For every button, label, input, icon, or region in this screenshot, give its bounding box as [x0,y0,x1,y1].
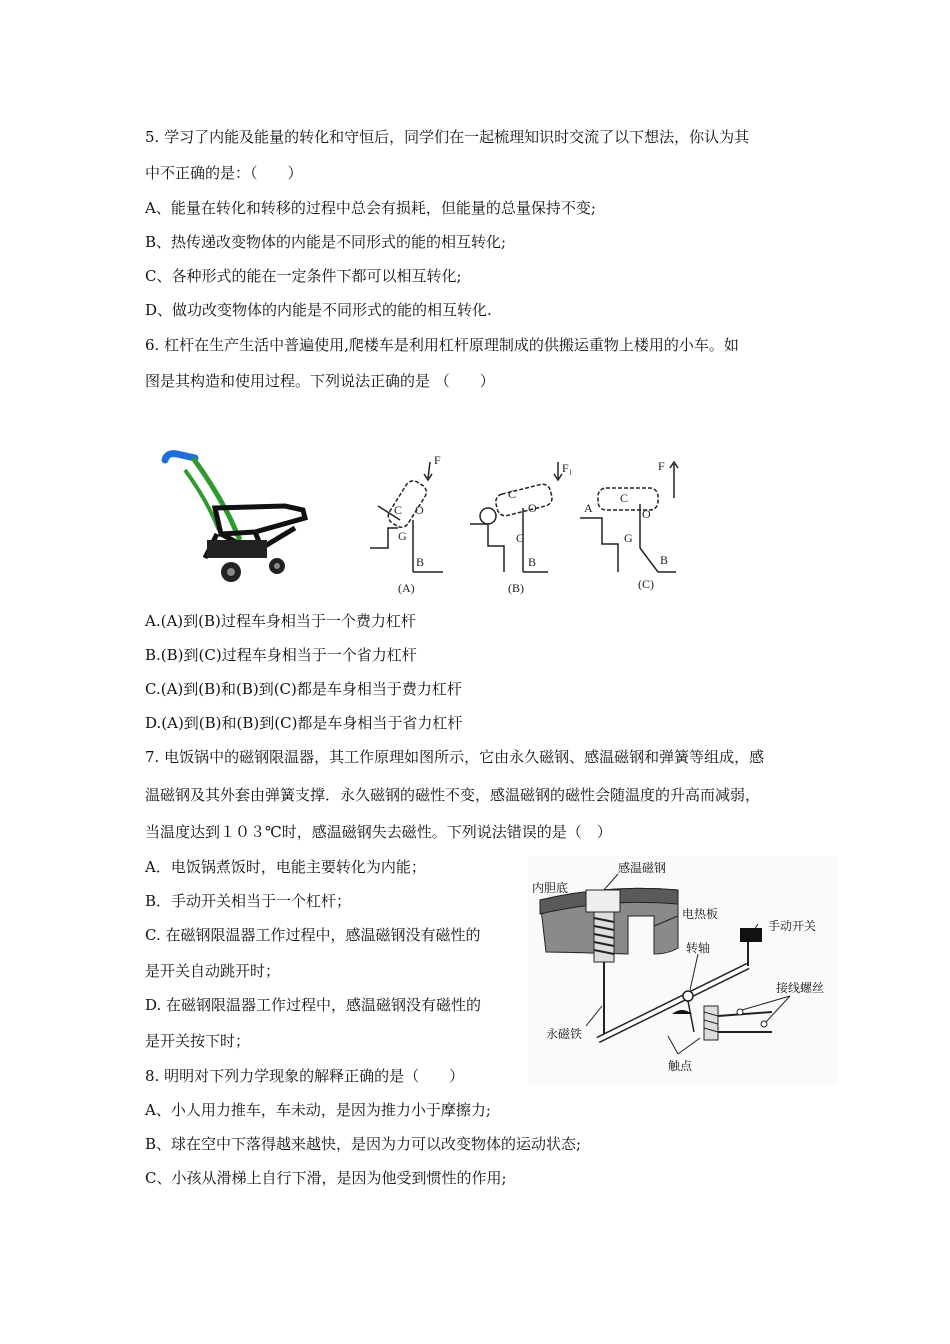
q8-option-a: A、小人用力推车，车未动，是因为推力小于摩擦力; [145,1101,491,1119]
q8-option-c: C、小孩从滑梯上自行下滑，是因为他受到惯性的作用; [145,1169,507,1187]
q8-option-b: B、球在空中下落得越来越快，是因为力可以改变物体的运动状态; [145,1135,582,1153]
panel-label-b: (B) [508,581,524,595]
label-a-c: A [584,501,593,515]
label-force-f-a: F [434,453,441,467]
label-o-b: O [528,501,537,515]
label-c-c: C [620,491,629,505]
q7-stem-line-1: 7. 电饭锅中的磁钢限温器，其工作原理如图所示，它由永久磁钢、感温磁钢和弹簧等组成，感 [145,748,765,766]
label-c-a: C [394,503,403,517]
q6-stem-line-2: 图是其构造和使用过程。下列说法正确的是 （ ） [145,372,495,390]
q5-option-d: D、做功改变物体的内能是不同形式的能的相互转化. [145,301,492,319]
rice-cooker-thermostat-diagram [528,856,838,1084]
q5-option-b: B、热传递改变物体的内能是不同形式的能的相互转化; [145,233,507,251]
q6-option-d: D.(A)到(B)和(B)到(C)都是车身相当于省力杠杆 [145,714,463,732]
label-force-f1-b: F₁ [562,461,573,475]
stair-climber-cart-image [155,448,315,588]
panel-label-c: (C) [638,577,654,591]
q7-stem-line-2: 温磁钢及其外套由弹簧支撑．永久磁钢的磁性不变，感温磁钢的磁性会随温度的升高而减弱， [145,786,761,804]
q6-option-a: A.(A)到(B)过程车身相当于一个费力杠杆 [145,612,416,630]
q5-stem-line-2: 中不正确的是：（ ） [145,164,303,182]
label-manual-switch: 手动开关 [768,919,817,933]
label-force-f-c: F [658,459,665,473]
q6-stem-line-1: 6. 杠杆在生产生活中普遍使用,爬楼车是利用杠杆原理制成的供搬运重物上楼用的小车。如 [145,336,739,354]
q7-option-d-line-2: 是开关按下时； [145,1032,251,1050]
label-terminal-screw: 接线螺丝 [776,981,825,995]
label-heating-plate: 电热板 [682,907,719,921]
q7-option-b: B．手动开关相当于一个杠杆； [145,892,352,910]
q5-option-a: A、能量在转化和转移的过程中总会有损耗，但能量的总量保持不变; [145,199,596,217]
q5-option-c: C、各种形式的能在一定条件下都可以相互转化; [145,267,462,285]
q7-option-d-line-1: D. 在磁钢限温器工作过程中，感温磁钢没有磁性的 [145,996,482,1014]
label-g-c: G [624,531,633,545]
label-b-a: B [416,555,425,569]
lever-process-diagram [358,448,688,598]
q7-option-a: A．电饭锅煮饭时，电能主要转化为内能； [145,858,426,876]
label-g-a: G [398,529,407,543]
q6-option-c: C.(A)到(B)和(B)到(C)都是车身相当于费力杠杆 [145,680,462,698]
label-temp-magnet: 感温磁钢 [618,861,667,875]
label-o-c: O [642,507,651,521]
q5-stem-line-1: 5. 学习了内能及能量的转化和守恒后，同学们在一起梳理知识时交流了以下想法，你认为其 [145,128,750,146]
q7-stem-line-3: 当温度达到１０３℃时，感温磁钢失去磁性。下列说法错误的是（ ） [145,823,612,841]
label-contacts: 触点 [668,1059,693,1073]
label-b-c: B [660,553,669,567]
panel-label-a: (A) [398,581,415,595]
label-inner-pot: 内胆底 [532,881,569,895]
label-pivot: 转轴 [686,941,711,955]
label-permanent-magnet: 永磁铁 [546,1027,583,1041]
label-b-b: B [528,555,537,569]
q6-option-b: B.(B)到(C)过程车身相当于一个省力杠杆 [145,646,417,664]
label-g-b: G [516,531,525,545]
label-c-b: C [508,487,517,501]
label-o-a: O [415,503,424,517]
q7-option-c-line-1: C. 在磁钢限温器工作过程中，感温磁钢没有磁性的 [145,926,481,944]
q8-stem: 8. 明明对下列力学现象的解释正确的是（ ） [145,1067,465,1085]
q7-option-c-line-2: 是开关自动跳开时； [145,962,281,980]
